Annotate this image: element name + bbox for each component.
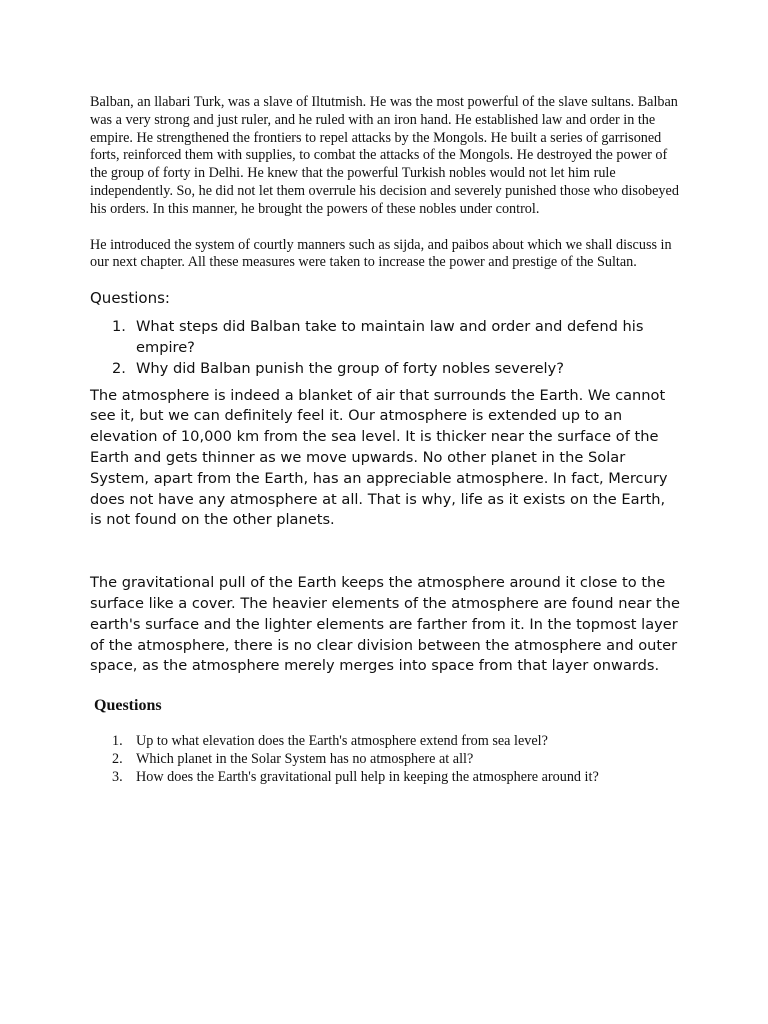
list-item-text: Up to what elevation does the Earth's atmosphere extend from sea level?	[136, 733, 548, 750]
document-page	[90, 94, 680, 787]
atmosphere-paragraph-1: The atmosphere is indeed a blanket of air that surrounds the Earth. We cannot see it, but we can definitely feel it. Our atmosphere is extended up to an elevation of 10,000 km from the sea level. It is thicker near the surface of the Earth and gets thinner as we move upwards. No other planet in the Solar System, apart from the Earth, has an appreciable atmosphere. In fact, Mercury does not have any atmosphere at all. That is why, life as it exists on the Earth, is not found on the other planets.	[90, 386, 668, 529]
list-item-number: 2.	[112, 750, 123, 767]
questions-list-1	[90, 317, 680, 379]
list-item	[90, 317, 680, 359]
list-item-text: Which planet in the Solar System has no atmosphere at all?	[136, 750, 474, 767]
atmosphere-paragraph-2: The gravitational pull of the Earth keeps the atmosphere around it close to the surface like a cover. The heavier elements of the atmosphere are found near the earth's surface and the lighter elements are farther from it. In the topmost layer of the atmosphere, there is no clear division between the atmosphere and outer space, as the atmosphere merely merges into space from that layer onwards.	[90, 574, 680, 675]
list-item	[90, 359, 680, 380]
questions-heading-1: Questions:	[90, 289, 170, 308]
questions-list-2	[90, 733, 680, 786]
questions-heading-2: Questions	[94, 697, 162, 715]
balban-paragraph-2: He introduced the system of courtly manners such as sijda, and paibos about which we shall discuss in our next chapter. All these measures were taken to increase the power and prestige of the Sultan.	[90, 236, 672, 271]
list-item-text: What steps did Balban take to maintain law and order and defend his empire?	[136, 318, 644, 356]
list-item-text: Why did Balban punish the group of forty nobles severely?	[136, 359, 564, 377]
list-item-number: 1.	[112, 318, 126, 336]
list-item	[90, 751, 680, 769]
list-item	[90, 733, 680, 751]
list-item-text: How does the Earth's gravitational pull help in keeping the atmosphere around it?	[136, 768, 599, 785]
list-item-number: 1.	[112, 733, 123, 750]
list-item-number: 3.	[112, 768, 123, 785]
list-item-number: 2.	[112, 359, 126, 377]
list-item	[90, 769, 680, 787]
balban-paragraph-1: Balban, an llabari Turk, was a slave of Iltutmish. He was the most powerful of the slave sultans. Balban was a very strong and just ruler, and he ruled with an iron hand. He established law and order in the empire. He strengthened the frontiers to repel attacks by the Mongols. He built a series of garrisoned forts, reinforced them with supplies, to combat the attacks of the Mongols. He destroyed the power of the group of forty in Delhi. He knew that the powerful Turkish nobles would not let him rule independently. So, he did not let them overrule his decision and severely punished those who disobeyed his orders. In this manner, he brought the powers of these nobles under control.	[90, 94, 679, 217]
